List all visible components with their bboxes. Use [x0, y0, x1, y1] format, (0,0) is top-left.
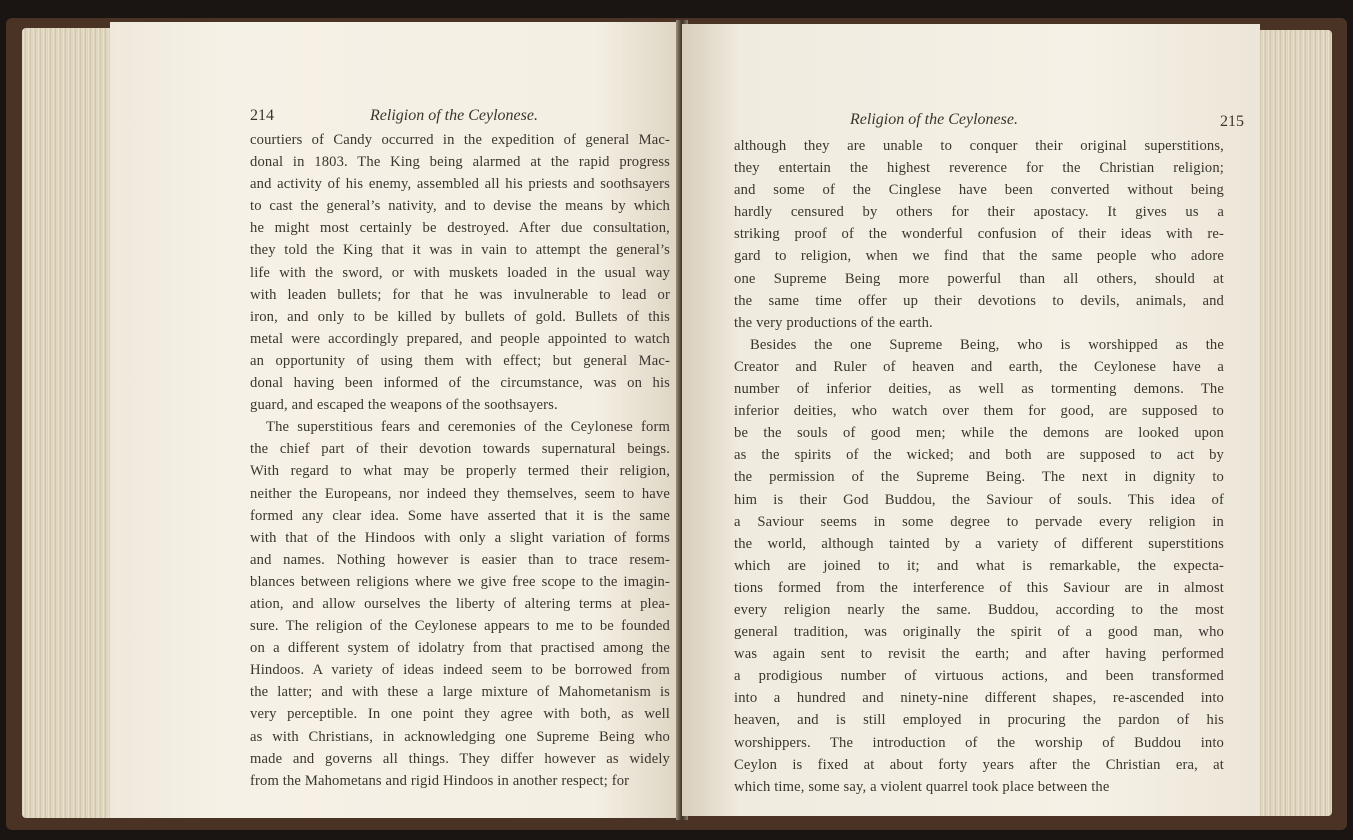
text-line: and names. Nothing however is easier than to trace resem-: [250, 551, 670, 568]
text-line: was again sent to revisit the earth; and after having performed: [734, 646, 1224, 663]
text-line: the world, although tainted by a variety of different superstitions: [734, 535, 1224, 552]
text-line: courtiers of Candy occurred in the expedition of general Mac-: [250, 132, 670, 148]
text-line: from the Mahometans and rigid Hindoos in another respect; for: [250, 772, 630, 789]
text-line: heaven, and is still employed in procuring the pardon of his: [734, 712, 1224, 729]
right-page-number: 215: [1220, 113, 1244, 130]
text-line: the same time offer up their devotions to devils, animals, and: [734, 292, 1224, 309]
left-running-title: Religion of the Ceylonese.: [370, 107, 538, 124]
text-line: a prodigious number of virtuous actions, and been transformed: [734, 668, 1224, 685]
right-page-edges: [1252, 30, 1332, 816]
text-line: be the souls of good men; while the demons are looked upon: [734, 425, 1224, 442]
text-line: gard to religion, when we find that the same people who adore: [734, 248, 1224, 265]
text-line: made and governs all things. They differ however as widely: [250, 750, 670, 767]
text-line: an opportunity of using them with effect; but general Mac-: [250, 352, 670, 369]
left-page-edges: [22, 28, 118, 818]
right-running-title: Religion of the Ceylonese.: [850, 111, 1018, 128]
text-line: as the spirits of the wicked; and both are supposed to act by: [734, 447, 1224, 464]
text-line: sure. The religion of the Ceylonese appears to me to be founded: [250, 618, 670, 635]
text-line: which time, some say, a violent quarrel took place between the: [734, 778, 1110, 795]
text-line: every religion nearly the same. Buddou, according to the most: [734, 601, 1224, 618]
text-line: formed any clear idea. Some have asserted that it is the same: [250, 507, 670, 524]
text-line: the very productions of the earth.: [734, 314, 933, 331]
text-line: with leaden bullets; for that he was invulnerable to lead or: [250, 286, 670, 303]
text-line: donal in 1803. The King being alarmed at the rapid progress: [250, 154, 670, 171]
text-line: as with Christians, in acknowledging one Supreme Being who: [250, 728, 670, 745]
text-line: one Supreme Being more powerful than all others, should at: [734, 270, 1224, 287]
text-line: inferior deities, who watch over them for good, are supposed to: [734, 403, 1224, 420]
text-line: ation, and allow ourselves the liberty of altering terms at plea-: [250, 595, 670, 612]
text-line: donal having been informed of the circumstance, was on his: [250, 375, 670, 392]
text-line: number of inferior deities, as well as tormenting demons. The: [734, 381, 1224, 398]
text-line: general tradition, was originally the spirit of a good man, who: [734, 624, 1224, 641]
text-line: blances between religions where we give free scope to the imagin-: [250, 573, 670, 590]
text-line: with that of the Hindoos with only a slight variation of forms: [250, 529, 670, 546]
text-line: Creator and Ruler of heaven and earth, the Ceylonese have a: [734, 358, 1224, 375]
text-line: The superstitious fears and ceremonies of the Ceylonese form: [266, 419, 670, 436]
text-line: and activity of his enemy, assembled all his priests and soothsayers: [250, 176, 670, 193]
text-line: which are joined to it; and what is remarkable, the expecta-: [734, 557, 1224, 574]
text-line: him is their God Buddou, the Saviour of souls. This idea of: [734, 491, 1224, 508]
text-line: With regard to what may be properly termed their religion,: [250, 463, 670, 480]
right-page-body: [734, 135, 1224, 798]
text-line: a Saviour seems in some degree to pervade every religion in: [734, 513, 1224, 530]
text-line: the chief part of their devotion towards supernatural beings.: [250, 441, 670, 458]
text-line: he might most certainly be destroyed. After due consultation,: [250, 220, 670, 237]
text-line: metal were accordingly prepared, and people appointed to watch: [250, 330, 670, 347]
text-line: although they are unable to conquer their original superstitions,: [734, 138, 1224, 154]
left-page-body: [250, 129, 670, 792]
left-page-number: 214: [250, 107, 274, 124]
text-line: neither the Europeans, nor indeed they themselves, seem to have: [250, 485, 670, 502]
text-line: into a hundred and ninety-nine different shapes, re-ascended into: [734, 690, 1224, 707]
text-line: tions formed from the interference of this Saviour are in almost: [734, 579, 1224, 596]
text-line: very perceptible. In one point they agree with both, as well: [250, 706, 670, 723]
right-page: [682, 24, 1260, 816]
text-line: Ceylon is fixed at about forty years after the Christian era, at: [734, 756, 1224, 773]
text-line: on a different system of idolatry from that practised among the: [250, 640, 670, 657]
text-line: life with the sword, or with muskets loaded in the usual way: [250, 264, 670, 281]
text-line: guard, and escaped the weapons of the soothsayers.: [250, 397, 558, 414]
left-page: [110, 22, 682, 818]
text-line: iron, and only to be killed by bullets of gold. Bullets of this: [250, 308, 670, 325]
text-line: worshippers. The introduction of the worship of Buddou into: [734, 734, 1224, 751]
text-line: Besides the one Supreme Being, who is worshipped as the: [750, 336, 1224, 353]
text-line: striking proof of the wonderful confusion of their ideas with re-: [734, 226, 1224, 243]
text-line: to cast the general’s nativity, and to devise the means by which: [250, 198, 670, 215]
text-line: and some of the Cinglese have been converted without being: [734, 182, 1224, 199]
text-line: the permission of the Supreme Being. The next in dignity to: [734, 469, 1224, 486]
text-line: Hindoos. A variety of ideas indeed seem to be borrowed from: [250, 662, 670, 679]
text-line: they told the King that it was in vain to attempt the general’s: [250, 242, 670, 259]
text-line: they entertain the highest reverence for the Christian religion;: [734, 160, 1224, 177]
text-line: hardly censured by others for their apostacy. It gives us a: [734, 204, 1224, 221]
text-line: the latter; and with these a large mixture of Mahometanism is: [250, 684, 670, 701]
